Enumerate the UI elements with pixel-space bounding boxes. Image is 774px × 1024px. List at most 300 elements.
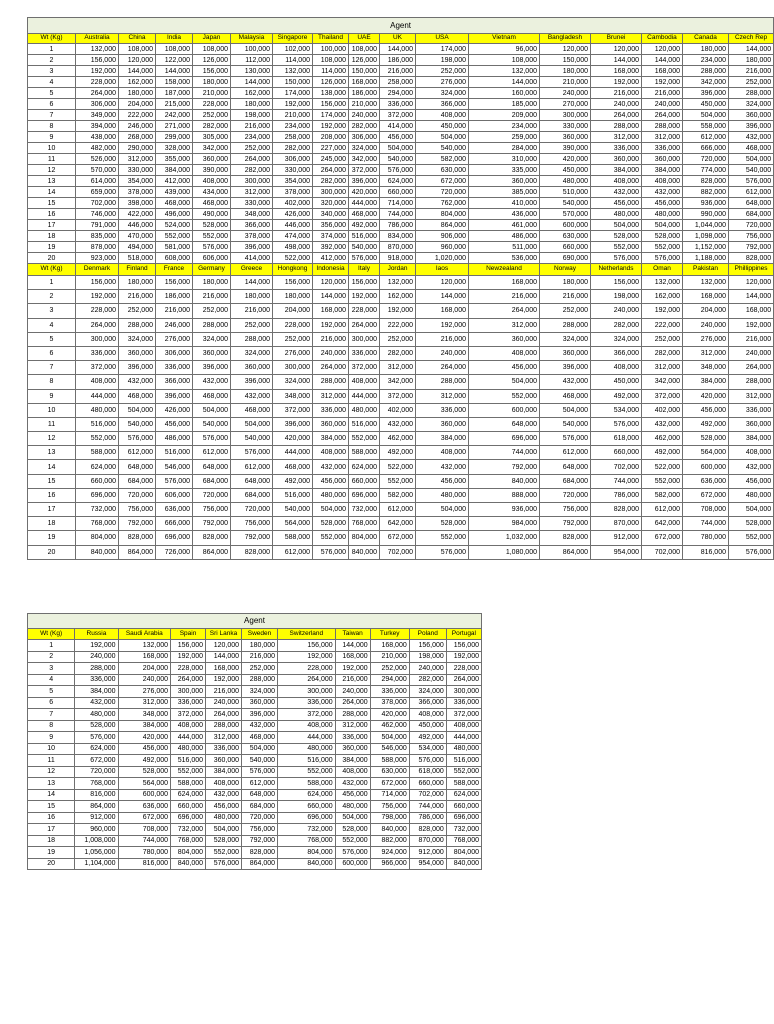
rate-cell: 480,000 <box>540 176 591 187</box>
rate-cell: 828,000 <box>231 545 273 559</box>
rate-cell: 120,000 <box>729 276 774 290</box>
country-header: Singapore <box>273 34 313 44</box>
rate-cell: 492,000 <box>349 220 380 231</box>
rate-cell: 385,000 <box>469 187 540 198</box>
rate-cell: 354,000 <box>119 176 156 187</box>
rate-cell: 336,000 <box>642 143 683 154</box>
rate-cell: 552,000 <box>416 531 469 545</box>
rate-cell: 432,000 <box>380 417 416 431</box>
rate-cell: 264,000 <box>642 110 683 121</box>
rate-cell: 552,000 <box>156 231 193 242</box>
rate-cell: 204,000 <box>118 663 170 675</box>
table-row <box>28 389 774 403</box>
rate-cell: 242,000 <box>156 110 193 121</box>
rate-cell: 588,000 <box>171 778 206 790</box>
rate-cell: 204,000 <box>273 304 313 318</box>
rate-cell: 384,000 <box>591 165 642 176</box>
rate-cell: 288,000 <box>416 375 469 389</box>
rate-cell: 456,000 <box>729 474 774 488</box>
rate-cell: 768,000 <box>446 835 481 847</box>
rate-cell: 582,000 <box>416 154 469 165</box>
rate-cell: 492,000 <box>118 755 170 767</box>
rate-cell: 252,000 <box>416 66 469 77</box>
country-header: Cambodia <box>642 34 683 44</box>
rate-cell: 180,000 <box>193 276 231 290</box>
rate-cell: 439,000 <box>156 187 193 198</box>
rate-cell: 672,000 <box>75 755 118 767</box>
country-header: Denmark <box>76 264 119 276</box>
rate-cell: 436,000 <box>469 209 540 220</box>
rate-cell: 126,000 <box>349 55 380 66</box>
rate-cell: 372,000 <box>278 709 336 721</box>
rate-cell: 684,000 <box>119 474 156 488</box>
rate-cell: 828,000 <box>119 531 156 545</box>
rate-cell: 336,000 <box>75 674 118 686</box>
rate-cell: 156,000 <box>446 640 481 652</box>
rate-cell: 774,000 <box>683 165 729 176</box>
rate-cell: 252,000 <box>193 110 231 121</box>
rate-cell: 434,000 <box>193 187 231 198</box>
rate-cell: 396,000 <box>683 88 729 99</box>
rate-cell: 366,000 <box>156 375 193 389</box>
rate-cell: 540,000 <box>273 503 313 517</box>
rate-cell: 228,000 <box>76 304 119 318</box>
table-title: Agent <box>28 18 774 34</box>
rate-cell: 324,000 <box>729 99 774 110</box>
rate-cell: 396,000 <box>156 389 193 403</box>
rate-cell: 432,000 <box>642 417 683 431</box>
rate-cell: 552,000 <box>76 432 119 446</box>
rate-cell: 768,000 <box>75 778 118 790</box>
rate-cell: 720,000 <box>540 488 591 502</box>
rate-cell: 360,000 <box>591 154 642 165</box>
rate-cell: 576,000 <box>119 432 156 446</box>
rate-cell: 300,000 <box>349 332 380 346</box>
rate-cell: 792,000 <box>469 460 540 474</box>
rate-cell: 468,000 <box>231 403 273 417</box>
rate-cell: 408,000 <box>349 375 380 389</box>
rate-cell: 228,000 <box>193 99 231 110</box>
rate-cell: 300,000 <box>273 361 313 375</box>
rate-cell: 312,000 <box>469 318 540 332</box>
rate-cell: 684,000 <box>540 474 591 488</box>
rate-cell: 336,000 <box>171 697 206 709</box>
rate-cell: 288,000 <box>683 66 729 77</box>
rate-cell: 414,000 <box>380 121 416 132</box>
rate-cell: 186,000 <box>156 290 193 304</box>
rate-cell: 456,000 <box>335 789 370 801</box>
rate-cell: 192,000 <box>278 651 336 663</box>
table-row <box>28 88 774 99</box>
rate-cell: 756,000 <box>231 517 273 531</box>
rate-cell: 374,000 <box>313 231 349 242</box>
rate-cell: 336,000 <box>380 99 416 110</box>
rate-cell: 192,000 <box>591 77 642 88</box>
rate-cell: 456,000 <box>591 198 642 209</box>
rate-cell: 372,000 <box>380 389 416 403</box>
rate-cell: 744,000 <box>380 209 416 220</box>
rate-cell: 360,000 <box>729 110 774 121</box>
rate-cell: 372,000 <box>380 110 416 121</box>
rate-cell: 288,000 <box>231 332 273 346</box>
rate-cell: 252,000 <box>231 143 273 154</box>
rate-cell: 840,000 <box>370 824 409 836</box>
table-row <box>28 835 482 847</box>
rate-cell: 660,000 <box>349 474 380 488</box>
rate-cell: 720,000 <box>683 154 729 165</box>
rate-cell: 576,000 <box>349 253 380 264</box>
rate-cell: 312,000 <box>231 187 273 198</box>
rate-cell: 168,000 <box>349 77 380 88</box>
weight-cell: 19 <box>28 531 76 545</box>
weight-cell: 17 <box>28 824 75 836</box>
rate-cell: 408,000 <box>206 778 242 790</box>
rate-cell: 732,000 <box>349 503 380 517</box>
rate-cell: 156,000 <box>349 276 380 290</box>
rate-cell: 923,000 <box>76 253 119 264</box>
rate-cell: 168,000 <box>729 304 774 318</box>
rate-cell: 384,000 <box>118 720 170 732</box>
table-row <box>28 198 774 209</box>
rate-cell: 335,000 <box>469 165 540 176</box>
rate-cell: 446,000 <box>273 220 313 231</box>
rate-cell: 516,000 <box>273 488 313 502</box>
rate-cell: 408,000 <box>446 720 481 732</box>
rate-cell: 468,000 <box>729 143 774 154</box>
rate-cell: 660,000 <box>380 187 416 198</box>
rate-cell: 528,000 <box>591 231 642 242</box>
rate-cell: 588,000 <box>76 446 119 460</box>
rate-cell: 480,000 <box>206 812 242 824</box>
rate-cell: 312,000 <box>335 720 370 732</box>
country-header: Malaysia <box>231 34 273 44</box>
rate-cell: 360,000 <box>540 346 591 360</box>
weight-cell: 14 <box>28 187 76 198</box>
rate-cell: 342,000 <box>683 77 729 88</box>
rate-cell: 840,000 <box>446 858 481 870</box>
rate-cell: 504,000 <box>231 417 273 431</box>
rate-cell: 270,000 <box>540 99 591 110</box>
weight-cell: 10 <box>28 743 75 755</box>
rate-cell: 348,000 <box>118 709 170 721</box>
rate-cell: 240,000 <box>349 110 380 121</box>
rate-cell: 816,000 <box>118 858 170 870</box>
rate-cell: 492,000 <box>591 389 642 403</box>
rate-cell: 1,098,000 <box>683 231 729 242</box>
rate-cell: 336,000 <box>313 403 349 417</box>
rate-cell: 762,000 <box>416 198 469 209</box>
country-header: Italy <box>349 264 380 276</box>
rate-cell: 320,000 <box>313 198 349 209</box>
weight-cell: 15 <box>28 801 75 813</box>
rate-cell: 355,000 <box>156 154 193 165</box>
rate-cell: 288,000 <box>206 720 242 732</box>
rate-cell: 408,000 <box>76 375 119 389</box>
rate-cell: 516,000 <box>171 755 206 767</box>
rate-cell: 576,000 <box>75 732 118 744</box>
rate-cell: 444,000 <box>349 389 380 403</box>
rate-cell: 672,000 <box>118 812 170 824</box>
rate-cell: 522,000 <box>642 460 683 474</box>
rate-cell: 511,000 <box>469 242 540 253</box>
rate-cell: 216,000 <box>380 66 416 77</box>
weight-cell: 2 <box>28 651 75 663</box>
rate-cell: 576,000 <box>380 165 416 176</box>
rate-cell: 264,000 <box>171 674 206 686</box>
table-row <box>28 231 774 242</box>
rate-cell: 228,000 <box>171 663 206 675</box>
rate-cell: 504,000 <box>313 503 349 517</box>
rate-cell: 306,000 <box>76 99 119 110</box>
rate-cell: 660,000 <box>171 801 206 813</box>
rate-cell: 696,000 <box>349 488 380 502</box>
rate-cell: 474,000 <box>273 231 313 242</box>
rate-cell: 120,000 <box>642 44 683 55</box>
rate-cell: 252,000 <box>242 663 278 675</box>
rate-cell: 259,000 <box>469 132 540 143</box>
rate-cell: 210,000 <box>273 110 313 121</box>
rate-cell: 552,000 <box>193 231 231 242</box>
table-title-row <box>28 18 774 34</box>
rate-cell: 468,000 <box>119 389 156 403</box>
rate-cell: 756,000 <box>119 503 156 517</box>
rate-cell: 828,000 <box>683 176 729 187</box>
rate-cell: 246,000 <box>119 121 156 132</box>
weight-cell: 5 <box>28 88 76 99</box>
rate-cell: 528,000 <box>729 517 774 531</box>
rate-cell: 271,000 <box>156 121 193 132</box>
rate-cell: 791,000 <box>76 220 119 231</box>
rate-cell: 552,000 <box>642 242 683 253</box>
rate-cell: 156,000 <box>76 276 119 290</box>
rate-cell: 1,056,000 <box>75 847 118 859</box>
rate-cell: 396,000 <box>231 375 273 389</box>
table-row <box>28 697 482 709</box>
rate-cell: 264,000 <box>729 361 774 375</box>
country-header: Canada <box>683 34 729 44</box>
rate-cell: 552,000 <box>446 766 481 778</box>
rate-cell: 156,000 <box>313 99 349 110</box>
rate-cell: 390,000 <box>193 165 231 176</box>
rate-cell: 312,000 <box>683 346 729 360</box>
rate-cell: 96,000 <box>469 44 540 55</box>
rate-cell: 168,000 <box>683 290 729 304</box>
rate-cell: 120,000 <box>119 55 156 66</box>
weight-cell: 17 <box>28 503 76 517</box>
rate-cell: 528,000 <box>75 720 118 732</box>
rate-cell: 792,000 <box>242 835 278 847</box>
rate-cell: 780,000 <box>683 531 729 545</box>
rate-cell: 294,000 <box>380 88 416 99</box>
rate-cell: 540,000 <box>729 165 774 176</box>
weight-cell: 6 <box>28 697 75 709</box>
rate-cell: 732,000 <box>76 503 119 517</box>
country-header: Czech Rep <box>729 34 774 44</box>
rate-cell: 300,000 <box>540 110 591 121</box>
table-row <box>28 143 774 154</box>
rate-cell: 366,000 <box>231 220 273 231</box>
rate-cell: 480,000 <box>313 488 349 502</box>
rate-cell: 744,000 <box>683 517 729 531</box>
rate-cell: 384,000 <box>416 432 469 446</box>
rate-cell: 504,000 <box>469 375 540 389</box>
rate-cell: 702,000 <box>380 545 416 559</box>
rate-cell: 300,000 <box>231 176 273 187</box>
rate-table-secondary <box>27 613 482 870</box>
rate-cell: 282,000 <box>380 346 416 360</box>
rate-cell: 192,000 <box>313 121 349 132</box>
rate-cell: 372,000 <box>446 709 481 721</box>
country-header: Hongkong <box>273 264 313 276</box>
weight-cell: 18 <box>28 517 76 531</box>
rate-cell: 336,000 <box>335 732 370 744</box>
rate-cell: 540,000 <box>231 432 273 446</box>
rate-cell: 288,000 <box>591 121 642 132</box>
rate-cell: 864,000 <box>540 545 591 559</box>
rate-cell: 402,000 <box>273 198 313 209</box>
rate-cell: 156,000 <box>273 276 313 290</box>
table-row <box>28 99 774 110</box>
rate-cell: 816,000 <box>683 545 729 559</box>
rate-cell: 936,000 <box>683 198 729 209</box>
rate-cell: 648,000 <box>729 198 774 209</box>
rate-cell: 168,000 <box>313 304 349 318</box>
rate-cell: 174,000 <box>313 110 349 121</box>
rate-cell: 444,000 <box>278 732 336 744</box>
rate-cell: 552,000 <box>380 474 416 488</box>
country-header: China <box>119 34 156 44</box>
rate-cell: 1,008,000 <box>75 835 118 847</box>
rate-cell: 648,000 <box>469 417 540 431</box>
weight-cell: 7 <box>28 709 75 721</box>
rate-cell: 168,000 <box>370 640 409 652</box>
rate-cell: 180,000 <box>540 276 591 290</box>
rate-cell: 486,000 <box>156 432 193 446</box>
rate-cell: 450,000 <box>409 720 446 732</box>
country-header: Greece <box>231 264 273 276</box>
weight-cell: 12 <box>28 766 75 778</box>
rate-cell: 264,000 <box>349 318 380 332</box>
weight-cell: 5 <box>28 332 76 346</box>
rate-cell: 245,000 <box>313 154 349 165</box>
rate-cell: 480,000 <box>729 488 774 502</box>
rate-cell: 1,020,000 <box>416 253 469 264</box>
table-row <box>28 77 774 88</box>
weight-cell: 12 <box>28 165 76 176</box>
rate-cell: 672,000 <box>380 531 416 545</box>
table-row <box>28 847 482 859</box>
rate-cell: 756,000 <box>540 503 591 517</box>
rate-cell: 672,000 <box>416 176 469 187</box>
rate-cell: 330,000 <box>231 198 273 209</box>
rate-cell: 480,000 <box>349 403 380 417</box>
rate-cell: 840,000 <box>278 858 336 870</box>
rate-cell: 558,000 <box>683 121 729 132</box>
rate-cell: 696,000 <box>171 812 206 824</box>
weight-cell: 3 <box>28 304 76 318</box>
rate-cell: 912,000 <box>591 531 642 545</box>
rate-cell: 702,000 <box>76 198 119 209</box>
rate-cell: 112,000 <box>231 55 273 66</box>
table-row <box>28 132 774 143</box>
rate-cell: 192,000 <box>380 304 416 318</box>
rate-cell: 804,000 <box>446 847 481 859</box>
rate-cell: 456,000 <box>416 474 469 488</box>
rate-cell: 522,000 <box>273 253 313 264</box>
rate-cell: 450,000 <box>591 375 642 389</box>
rate-cell: 144,000 <box>156 66 193 77</box>
rate-cell: 264,000 <box>313 165 349 176</box>
rate-cell: 324,000 <box>349 143 380 154</box>
rate-cell: 540,000 <box>242 755 278 767</box>
rate-cell: 216,000 <box>156 304 193 318</box>
rate-cell: 240,000 <box>118 674 170 686</box>
rate-cell: 282,000 <box>231 165 273 176</box>
rate-cell: 672,000 <box>642 531 683 545</box>
rate-cell: 185,000 <box>469 99 540 110</box>
rate-cell: 420,000 <box>540 154 591 165</box>
rate-cell: 192,000 <box>76 66 119 77</box>
rate-cell: 300,000 <box>278 686 336 698</box>
rate-cell: 372,000 <box>642 389 683 403</box>
rate-cell: 612,000 <box>642 503 683 517</box>
rate-cell: 288,000 <box>242 674 278 686</box>
rate-cell: 486,000 <box>469 231 540 242</box>
rate-cell: 192,000 <box>335 663 370 675</box>
rate-cell: 786,000 <box>380 220 416 231</box>
rate-cell: 684,000 <box>729 209 774 220</box>
rate-cell: 192,000 <box>206 674 242 686</box>
rate-cell: 576,000 <box>591 253 642 264</box>
table-row <box>28 503 774 517</box>
rate-cell: 492,000 <box>380 446 416 460</box>
rate-cell: 252,000 <box>231 318 273 332</box>
rate-cell: 396,000 <box>119 361 156 375</box>
rate-cell: 960,000 <box>416 242 469 253</box>
rate-cell: 648,000 <box>193 460 231 474</box>
rate-cell: 864,000 <box>193 545 231 559</box>
rate-cell: 216,000 <box>469 290 540 304</box>
rate-cell: 660,000 <box>409 778 446 790</box>
table-row <box>28 290 774 304</box>
rate-cell: 720,000 <box>75 766 118 778</box>
rate-cell: 402,000 <box>380 403 416 417</box>
rate-cell: 282,000 <box>409 674 446 686</box>
rate-cell: 912,000 <box>75 812 118 824</box>
rate-cell: 384,000 <box>313 432 349 446</box>
rate-cell: 864,000 <box>119 545 156 559</box>
table-row <box>28 686 482 698</box>
rate-cell: 504,000 <box>729 154 774 165</box>
rate-cell: 648,000 <box>231 474 273 488</box>
rate-cell: 228,000 <box>76 77 119 88</box>
rate-cell: 534,000 <box>409 743 446 755</box>
rate-cell: 882,000 <box>370 835 409 847</box>
rate-cell: 168,000 <box>335 651 370 663</box>
weight-cell: 18 <box>28 835 75 847</box>
rate-cell: 360,000 <box>193 346 231 360</box>
rate-cell: 222,000 <box>380 318 416 332</box>
rate-cell: 834,000 <box>380 231 416 242</box>
weight-cell: 16 <box>28 209 76 220</box>
rate-cell: 552,000 <box>278 766 336 778</box>
rate-cell: 840,000 <box>171 858 206 870</box>
rate-cell: 122,000 <box>156 55 193 66</box>
rate-cell: 216,000 <box>193 290 231 304</box>
rate-cell: 360,000 <box>540 132 591 143</box>
rate-cell: 468,000 <box>193 389 231 403</box>
rate-cell: 348,000 <box>231 209 273 220</box>
